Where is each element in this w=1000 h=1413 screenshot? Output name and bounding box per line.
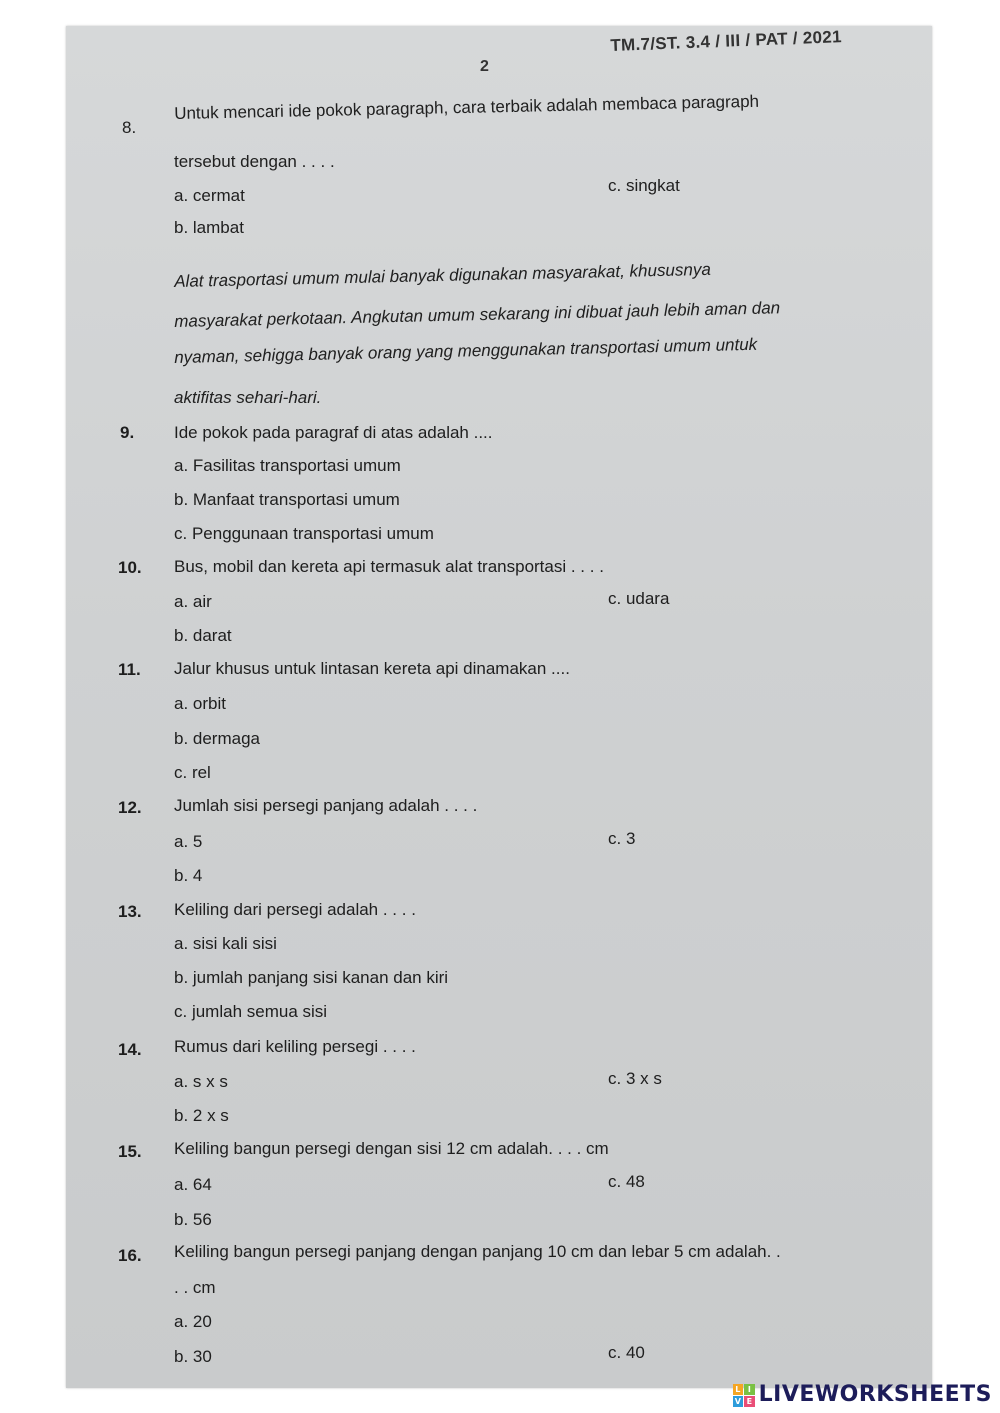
question-text: Keliling bangun persegi dengan sisi 12 cm adalah. . . . cm xyxy=(174,1139,609,1158)
option-c: c. Penggunaan transportasi umum xyxy=(174,524,434,543)
option-b: b. 30 xyxy=(174,1347,212,1366)
question-number: 13. xyxy=(118,902,142,921)
question-text: Rumus dari keliling persegi . . . . xyxy=(174,1037,416,1056)
question-text: Bus, mobil dan kereta api termasuk alat transportasi . . . . xyxy=(174,557,604,576)
question-number: 14. xyxy=(118,1040,142,1059)
question-number: 10. xyxy=(118,558,142,577)
question-text: Jalur khusus untuk lintasan kereta api dinamakan .... xyxy=(174,659,570,678)
option-b: b. Manfaat transportasi umum xyxy=(174,490,400,509)
option-b: b. 4 xyxy=(174,866,203,885)
option-a: a. Fasilitas transportasi umum xyxy=(174,456,401,475)
option-b: b. 2 x s xyxy=(174,1106,229,1125)
question-number: 16. xyxy=(118,1246,142,1265)
option-a: a. s x s xyxy=(174,1072,228,1091)
liveworksheets-logo-icon xyxy=(733,1384,755,1406)
question-text: Keliling dari persegi adalah . . . . xyxy=(174,900,416,919)
logo-tile: L xyxy=(733,1384,744,1395)
option-b: b. darat xyxy=(174,626,232,645)
option-c: c. 48 xyxy=(608,1172,645,1191)
option-c: c. jumlah semua sisi xyxy=(174,1002,328,1021)
question-number: 9. xyxy=(120,423,135,442)
question-number: 8. xyxy=(122,118,137,137)
question-number: 11. xyxy=(118,660,141,679)
question-text-continued: . . cm xyxy=(174,1278,216,1297)
question-text: Ide pokok pada paragraf di atas adalah .... xyxy=(174,423,493,442)
option-c: c. udara xyxy=(608,589,670,608)
passage-line: nyaman, sehigga banyak orang yang menggunakan transportasi umum untuk xyxy=(174,334,758,367)
question-text: Untuk mencari ide pokok paragraph, cara terbaik adalah membaca paragraph xyxy=(174,91,760,123)
option-a: a. sisi kali sisi xyxy=(174,934,277,953)
option-a: a. cermat xyxy=(174,186,245,205)
option-b: b. dermaga xyxy=(174,729,260,748)
option-b: b. lambat xyxy=(174,218,244,237)
option-a: a. 64 xyxy=(174,1175,212,1194)
question-text: Jumlah sisi persegi panjang adalah . . . . xyxy=(174,796,478,815)
question-text: Keliling bangun persegi panjang dengan panjang 10 cm dan lebar 5 cm adalah. . xyxy=(174,1242,781,1261)
liveworksheets-logo-text: LIVEWORKSHEETS xyxy=(758,1382,992,1407)
option-c: c. rel xyxy=(174,763,211,782)
option-a: a. 5 xyxy=(174,832,203,851)
option-c: c. singkat xyxy=(608,176,680,195)
option-b: b. jumlah panjang sisi kanan dan kiri xyxy=(174,968,449,987)
passage-line: masyarakat perkotaan. Angkutan umum sekarang ini dibuat jauh lebih aman dan xyxy=(174,298,781,331)
logo-tile: I xyxy=(744,1384,755,1395)
document-code: TM.7/ST. 3.4 / III / PAT / 2021 xyxy=(610,27,843,55)
option-a: a. 20 xyxy=(174,1312,212,1331)
logo-tile: E xyxy=(744,1396,755,1407)
option-c: c. 40 xyxy=(608,1343,645,1362)
option-c: c. 3 x s xyxy=(608,1069,662,1088)
page-number: 2 xyxy=(480,58,489,75)
question-number: 12. xyxy=(118,798,142,817)
option-c: c. 3 xyxy=(608,829,636,848)
question-number: 15. xyxy=(118,1142,142,1161)
logo-tile: V xyxy=(733,1396,744,1407)
question-text: tersebut dengan . . . . xyxy=(174,152,335,171)
option-b: b. 56 xyxy=(174,1210,212,1229)
passage-line: aktifitas sehari-hari. xyxy=(174,388,322,407)
option-a: a. air xyxy=(174,592,212,611)
passage-line: Alat trasportasi umum mulai banyak digunakan masyarakat, khususnya xyxy=(174,259,712,291)
liveworksheets-watermark xyxy=(733,1382,992,1407)
option-a: a. orbit xyxy=(174,694,226,713)
